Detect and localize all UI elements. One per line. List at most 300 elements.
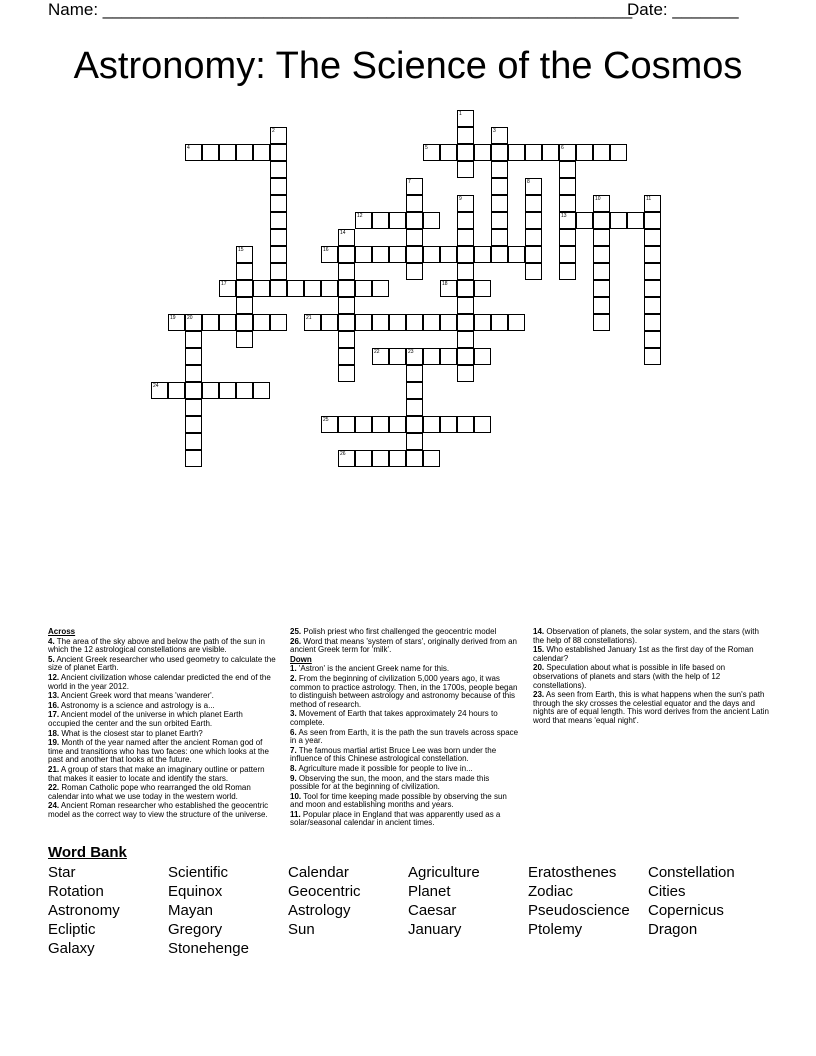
- crossword-cell[interactable]: [644, 280, 661, 297]
- crossword-cell[interactable]: [202, 314, 219, 331]
- crossword-cell[interactable]: [185, 144, 202, 161]
- crossword-cell[interactable]: [457, 297, 474, 314]
- cell-number: 26: [340, 451, 346, 457]
- clue-item: [48, 692, 276, 701]
- cell-number: 14: [340, 230, 346, 236]
- crossword-cell[interactable]: [610, 144, 627, 161]
- crossword-cell[interactable]: [219, 280, 236, 297]
- crossword-cell[interactable]: [372, 246, 389, 263]
- crossword-cell[interactable]: [185, 433, 202, 450]
- word-bank-item: Pseudoscience: [528, 902, 630, 919]
- crossword-cell[interactable]: [355, 280, 372, 297]
- clue-number: 11.: [290, 809, 301, 819]
- crossword-cell[interactable]: [287, 280, 304, 297]
- crossword-cell[interactable]: [202, 144, 219, 161]
- clue-item: [290, 729, 520, 746]
- clue-number: 24.: [48, 801, 60, 811]
- crossword-cell[interactable]: [372, 450, 389, 467]
- crossword-cell[interactable]: [423, 246, 440, 263]
- crossword-cell[interactable]: [491, 229, 508, 246]
- crossword-cell[interactable]: [474, 246, 491, 263]
- clue-text: Speculation about what is possible in life based on observations of planets and stars (with the help of 12 constellations).: [533, 663, 726, 690]
- word-bank-item: Star: [48, 864, 76, 881]
- crossword-cell[interactable]: [644, 212, 661, 229]
- cell-number: 4: [187, 145, 190, 151]
- clue-number: 26.: [290, 636, 302, 646]
- clue-text: Month of the year named after the ancient Roman god of time and transitions who has two faces: one which looks at the past and another that looks at the future.: [48, 738, 270, 765]
- word-bank-item: Equinox: [168, 883, 223, 900]
- clue-number: 8.: [290, 763, 297, 773]
- crossword-cell[interactable]: [474, 280, 491, 297]
- word-bank: [48, 863, 788, 958]
- crossword-cell[interactable]: [627, 212, 644, 229]
- crossword-cell[interactable]: [389, 348, 406, 365]
- crossword-cell[interactable]: [440, 144, 457, 161]
- clue-number: 17.: [48, 710, 60, 720]
- crossword-cell[interactable]: [474, 416, 491, 433]
- crossword-cell[interactable]: [270, 263, 287, 280]
- clue-text: Movement of Earth that takes approximately 24 hours to complete.: [290, 709, 498, 727]
- crossword-cell[interactable]: [406, 416, 423, 433]
- crossword-cell[interactable]: [440, 280, 457, 297]
- clue-number: 12.: [48, 672, 60, 682]
- crossword-cell[interactable]: [406, 399, 423, 416]
- cell-number: 15: [238, 247, 244, 253]
- crossword-cell[interactable]: [372, 212, 389, 229]
- clue-text: From the beginning of civilization 5,000 years ago, it was common to practice astrology. Then, in the 1700s, people began to distinguish between astrology and astronomy because of this method of research.: [290, 673, 518, 709]
- crossword-cell[interactable]: [644, 348, 661, 365]
- clue-number: 3.: [290, 709, 297, 719]
- crossword-cell[interactable]: [219, 382, 236, 399]
- cell-number: 18: [442, 281, 448, 287]
- crossword-cell[interactable]: [270, 144, 287, 161]
- word-bank-item: Cities: [648, 883, 686, 900]
- clue-text: What is the closest star to planet Earth?: [59, 728, 203, 738]
- clue-item: [533, 664, 769, 690]
- crossword-cell[interactable]: [338, 280, 355, 297]
- crossword-cell[interactable]: [593, 212, 610, 229]
- crossword-cell[interactable]: [644, 195, 661, 212]
- clue-text: Ancient model of the universe in which planet Earth occupied the center and the sun orbited Earth.: [48, 710, 243, 728]
- crossword-cell[interactable]: [559, 195, 576, 212]
- crossword-cell[interactable]: [525, 178, 542, 195]
- clue-item: [290, 638, 520, 655]
- word-bank-item: Astrology: [288, 902, 351, 919]
- crossword-cell[interactable]: [406, 246, 423, 263]
- crossword-cell[interactable]: [389, 246, 406, 263]
- page-title: Astronomy: The Science of the Cosmos: [73, 45, 743, 87]
- crossword-cell[interactable]: [457, 195, 474, 212]
- word-bank-item: Stonehenge: [168, 940, 249, 957]
- cell-number: 19: [170, 315, 176, 321]
- crossword-cell[interactable]: [355, 314, 372, 331]
- clue-number: 20.: [533, 663, 545, 673]
- cell-number: 21: [306, 315, 312, 321]
- crossword-cell[interactable]: [644, 314, 661, 331]
- crossword-cell[interactable]: [185, 382, 202, 399]
- clue-item: [48, 784, 276, 801]
- crossword-cell[interactable]: [355, 212, 372, 229]
- crossword-cell[interactable]: [185, 365, 202, 382]
- crossword-cell[interactable]: [525, 246, 542, 263]
- clue-text: The famous martial artist Bruce Lee was born under the influence of this Chinese astrological constellation.: [290, 745, 497, 764]
- crossword-cell[interactable]: [559, 144, 576, 161]
- clue-number: 5.: [48, 654, 55, 664]
- crossword-cell[interactable]: [236, 331, 253, 348]
- crossword-cell[interactable]: [389, 416, 406, 433]
- word-bank-item: Agriculture: [408, 864, 480, 881]
- word-bank-item: Sun: [288, 921, 315, 938]
- clues-column-3: [533, 628, 769, 727]
- clue-number: 14.: [533, 627, 545, 636]
- clue-text: Roman Catholic pope who rearranged the old Roman calendar into what we use today in the western world.: [48, 783, 251, 801]
- word-bank-item: Rotation: [48, 883, 104, 900]
- crossword-cell[interactable]: [338, 263, 355, 280]
- clue-number: 19.: [48, 738, 60, 748]
- crossword-cell[interactable]: [355, 246, 372, 263]
- crossword-grid: [0, 0, 816, 480]
- word-bank-item: Galaxy: [48, 940, 95, 957]
- clue-item: [290, 675, 520, 709]
- crossword-cell[interactable]: [338, 365, 355, 382]
- crossword-cell[interactable]: [491, 178, 508, 195]
- clue-number: 15.: [533, 645, 545, 655]
- crossword-cell[interactable]: [219, 314, 236, 331]
- cell-number: 6: [561, 145, 564, 151]
- crossword-cell[interactable]: [457, 144, 474, 161]
- cell-number: 11: [646, 196, 652, 202]
- cell-number: 9: [459, 196, 462, 202]
- across-clues-list-cont: [290, 628, 520, 655]
- crossword-cell[interactable]: [270, 314, 287, 331]
- clue-number: 13.: [48, 691, 60, 701]
- crossword-cell[interactable]: [508, 314, 525, 331]
- clue-text: The area of the sky above and below the path of the sun in which the 12 astrological constellations are visible.: [48, 636, 265, 655]
- clue-text: Observation of planets, the solar system, and the stars (with the help of 88 constellations).: [533, 627, 759, 645]
- clue-text: Ancient Greek researcher who used geometry to calculate the size of planet Earth.: [48, 654, 276, 673]
- crossword-cell[interactable]: [338, 450, 355, 467]
- word-bank-item: Scientific: [168, 864, 229, 881]
- crossword-cell[interactable]: [457, 280, 474, 297]
- clue-item: [48, 766, 276, 783]
- clue-text: Polish priest who first challenged the geocentric model: [301, 627, 497, 636]
- crossword-cell[interactable]: [593, 280, 610, 297]
- crossword-cell[interactable]: [644, 297, 661, 314]
- crossword-cell[interactable]: [559, 161, 576, 178]
- crossword-cell[interactable]: [440, 348, 457, 365]
- cell-number: 12: [357, 213, 363, 219]
- crossword-cell[interactable]: [644, 246, 661, 263]
- crossword-cell[interactable]: [542, 144, 559, 161]
- crossword-cell[interactable]: [321, 246, 338, 263]
- crossword-cell[interactable]: [389, 450, 406, 467]
- crossword-cell[interactable]: [440, 416, 457, 433]
- crossword-cell[interactable]: [644, 331, 661, 348]
- crossword-cell[interactable]: [406, 382, 423, 399]
- clue-item: [48, 656, 276, 673]
- word-bank-item: Calendar: [288, 864, 349, 881]
- crossword-cell[interactable]: [576, 212, 593, 229]
- crossword-cell[interactable]: [559, 246, 576, 263]
- word-bank-item: Zodiac: [528, 883, 574, 900]
- clue-text: Observing the sun, the moon, and the stars made this possible for at the beginning of civilization.: [290, 773, 490, 792]
- cell-number: 23: [408, 349, 414, 355]
- crossword-cell[interactable]: [202, 382, 219, 399]
- crossword-cell[interactable]: [338, 314, 355, 331]
- clue-item: [290, 775, 520, 792]
- crossword-cell[interactable]: [406, 212, 423, 229]
- crossword-cell[interactable]: [338, 246, 355, 263]
- across-heading: Across: [48, 627, 76, 636]
- crossword-cell[interactable]: [185, 399, 202, 416]
- cell-number: 8: [527, 179, 530, 185]
- crossword-cell[interactable]: [457, 246, 474, 263]
- down-heading: Down: [290, 654, 312, 664]
- crossword-cell[interactable]: [593, 314, 610, 331]
- clue-number: 23.: [533, 690, 545, 700]
- crossword-cell[interactable]: [406, 178, 423, 195]
- crossword-cell[interactable]: [644, 229, 661, 246]
- crossword-cell[interactable]: [559, 229, 576, 246]
- crossword-cell[interactable]: [508, 246, 525, 263]
- clue-item: [290, 665, 520, 674]
- crossword-cell[interactable]: [304, 314, 321, 331]
- crossword-cell[interactable]: [457, 365, 474, 382]
- crossword-cell[interactable]: [406, 263, 423, 280]
- crossword-cell[interactable]: [457, 331, 474, 348]
- crossword-cell[interactable]: [372, 416, 389, 433]
- word-bank-item: Geocentric: [288, 883, 361, 900]
- crossword-cell[interactable]: [372, 348, 389, 365]
- crossword-cell[interactable]: [406, 195, 423, 212]
- crossword-cell[interactable]: [491, 195, 508, 212]
- crossword-cell[interactable]: [321, 416, 338, 433]
- crossword-cell[interactable]: [185, 348, 202, 365]
- crossword-cell[interactable]: [236, 280, 253, 297]
- clue-item: [48, 711, 276, 728]
- crossword-cell[interactable]: [525, 195, 542, 212]
- word-bank-item: Ecliptic: [48, 921, 96, 938]
- clue-item: [290, 811, 520, 828]
- crossword-cell[interactable]: [151, 382, 168, 399]
- clue-number: 7.: [290, 745, 297, 755]
- crossword-cell[interactable]: [610, 212, 627, 229]
- crossword-cell[interactable]: [559, 212, 576, 229]
- crossword-cell[interactable]: [185, 331, 202, 348]
- crossword-cell[interactable]: [525, 144, 542, 161]
- word-bank-item: Astronomy: [48, 902, 120, 919]
- clues-column-1: [48, 628, 276, 820]
- crossword-cell[interactable]: [457, 110, 474, 127]
- crossword-cell[interactable]: [372, 314, 389, 331]
- crossword-cell[interactable]: [270, 161, 287, 178]
- crossword-cell[interactable]: [457, 348, 474, 365]
- clue-text: Astronomy is a science and astrology is a...: [59, 700, 215, 710]
- crossword-cell[interactable]: [457, 161, 474, 178]
- crossword-cell[interactable]: [338, 348, 355, 365]
- clue-text: Ancient Greek word that means 'wanderer'.: [59, 691, 214, 701]
- crossword-cell[interactable]: [593, 263, 610, 280]
- crossword-cell[interactable]: [236, 382, 253, 399]
- crossword-cell[interactable]: [593, 195, 610, 212]
- cell-number: 7: [408, 179, 411, 185]
- crossword-cell[interactable]: [457, 229, 474, 246]
- clue-text: Word that means 'system of stars', originally derived from an ancient Greek term for 'milk'.: [290, 636, 518, 655]
- clue-number: 25.: [290, 627, 302, 636]
- crossword-cell[interactable]: [253, 144, 270, 161]
- crossword-cell[interactable]: [406, 314, 423, 331]
- crossword-cell[interactable]: [593, 229, 610, 246]
- crossword-cell[interactable]: [406, 365, 423, 382]
- across-clues-list: [48, 638, 276, 820]
- clue-item: [48, 638, 276, 655]
- clue-number: 16.: [48, 700, 60, 710]
- crossword-cell[interactable]: [321, 280, 338, 297]
- crossword-cell[interactable]: [423, 450, 440, 467]
- crossword-cell[interactable]: [168, 314, 185, 331]
- crossword-cell[interactable]: [508, 144, 525, 161]
- crossword-cell[interactable]: [389, 212, 406, 229]
- word-bank-item: Planet: [408, 883, 451, 900]
- crossword-cell[interactable]: [253, 382, 270, 399]
- crossword-cell[interactable]: [236, 144, 253, 161]
- crossword-cell[interactable]: [491, 314, 508, 331]
- clue-text: Tool for time keeping made possible by observing the sun and moon and establishing months and years.: [290, 791, 507, 810]
- crossword-cell[interactable]: [593, 246, 610, 263]
- clue-item: [533, 646, 769, 663]
- cell-number: 22: [374, 349, 380, 355]
- word-bank-item: Constellation: [648, 864, 735, 881]
- crossword-cell[interactable]: [457, 127, 474, 144]
- cell-number: 10: [595, 196, 601, 202]
- crossword-cell[interactable]: [355, 416, 372, 433]
- crossword-cell[interactable]: [270, 195, 287, 212]
- crossword-cell[interactable]: [270, 127, 287, 144]
- crossword-cell[interactable]: [525, 229, 542, 246]
- cell-number: 1: [459, 111, 462, 117]
- crossword-cell[interactable]: [338, 229, 355, 246]
- cell-number: 20: [187, 315, 193, 321]
- crossword-cell[interactable]: [185, 416, 202, 433]
- clue-text: Ancient civilization whose calendar predicted the end of the world in the year 2012.: [48, 672, 271, 691]
- crossword-cell[interactable]: [406, 348, 423, 365]
- crossword-cell[interactable]: [491, 161, 508, 178]
- crossword-cell[interactable]: [270, 229, 287, 246]
- crossword-cell[interactable]: [457, 212, 474, 229]
- crossword-cell[interactable]: [457, 263, 474, 280]
- crossword-cell[interactable]: [406, 450, 423, 467]
- crossword-cell[interactable]: [304, 280, 321, 297]
- crossword-cell[interactable]: [559, 263, 576, 280]
- crossword-cell[interactable]: [270, 178, 287, 195]
- cell-number: 16: [323, 247, 329, 253]
- word-bank-item: Eratosthenes: [528, 864, 617, 881]
- clue-text: 'Astron' is the ancient Greek name for this.: [296, 664, 450, 674]
- clue-item: [48, 802, 276, 819]
- crossword-cell[interactable]: [185, 450, 202, 467]
- crossword-cell[interactable]: [423, 212, 440, 229]
- clue-item: [290, 793, 520, 810]
- crossword-cell[interactable]: [644, 263, 661, 280]
- crossword-cell[interactable]: [593, 144, 610, 161]
- crossword-cell[interactable]: [236, 263, 253, 280]
- crossword-cell[interactable]: [457, 416, 474, 433]
- crossword-cell[interactable]: [270, 212, 287, 229]
- crossword-cell[interactable]: [576, 144, 593, 161]
- crossword-cell[interactable]: [219, 144, 236, 161]
- crossword-cell[interactable]: [406, 433, 423, 450]
- clue-item: [533, 628, 769, 645]
- word-bank-item: Mayan: [168, 902, 214, 919]
- crossword-cell[interactable]: [236, 297, 253, 314]
- crossword-cell[interactable]: [525, 212, 542, 229]
- crossword-cell[interactable]: [321, 314, 338, 331]
- clue-text: Who established January 1st as the first day of the Roman calendar?: [533, 645, 754, 663]
- word-bank-title: Word Bank: [48, 844, 127, 861]
- crossword-cell[interactable]: [236, 246, 253, 263]
- crossword-cell[interactable]: [338, 331, 355, 348]
- clue-number: 9.: [290, 773, 297, 783]
- clue-number: 21.: [48, 764, 60, 774]
- crossword-cell[interactable]: [389, 314, 406, 331]
- crossword-cell[interactable]: [474, 348, 491, 365]
- crossword-cell[interactable]: [355, 450, 372, 467]
- crossword-cell[interactable]: [474, 144, 491, 161]
- crossword-cell[interactable]: [457, 314, 474, 331]
- crossword-cell[interactable]: [270, 280, 287, 297]
- crossword-cell[interactable]: [423, 348, 440, 365]
- clue-text: As seen from Earth, it is the path the sun travels across space in a year.: [290, 727, 519, 746]
- crossword-cell[interactable]: [168, 382, 185, 399]
- clue-number: 18.: [48, 728, 60, 738]
- crossword-cell[interactable]: [406, 229, 423, 246]
- clue-number: 4.: [48, 636, 55, 646]
- crossword-cell[interactable]: [423, 144, 440, 161]
- crossword-cell[interactable]: [338, 297, 355, 314]
- crossword-cell[interactable]: [253, 314, 270, 331]
- crossword-cell[interactable]: [491, 144, 508, 161]
- crossword-cell[interactable]: [338, 416, 355, 433]
- crossword-cell[interactable]: [440, 314, 457, 331]
- crossword-cell[interactable]: [474, 314, 491, 331]
- crossword-cell[interactable]: [491, 212, 508, 229]
- clue-item: [290, 747, 520, 764]
- crossword-cell[interactable]: [236, 314, 253, 331]
- clue-item: [48, 674, 276, 691]
- crossword-cell[interactable]: [270, 246, 287, 263]
- crossword-cell[interactable]: [491, 246, 508, 263]
- crossword-cell[interactable]: [440, 246, 457, 263]
- crossword-cell[interactable]: [423, 314, 440, 331]
- clue-number: 6.: [290, 727, 297, 737]
- clue-text: As seen from Earth, this is what happens when the sun's path through the sky crosses the celestial equator and the days and nights are of equal length. This word derives from the ancient Latin word that means 'equal night'.: [533, 690, 769, 725]
- crossword-cell[interactable]: [185, 314, 202, 331]
- crossword-cell[interactable]: [593, 297, 610, 314]
- crossword-cell[interactable]: [253, 280, 270, 297]
- clue-item: [533, 691, 769, 725]
- clue-item: [290, 765, 520, 774]
- cell-number: 5: [425, 145, 428, 151]
- clue-number: 1.: [290, 664, 297, 674]
- cell-number: 3: [493, 128, 496, 134]
- crossword-cell[interactable]: [559, 178, 576, 195]
- clue-number: 10.: [290, 791, 302, 801]
- crossword-cell[interactable]: [423, 416, 440, 433]
- crossword-cell[interactable]: [491, 127, 508, 144]
- clue-text: Popular place in England that was apparently used as a solar/seasonal calendar in ancient times.: [290, 809, 501, 828]
- crossword-cell[interactable]: [372, 280, 389, 297]
- crossword-cell[interactable]: [525, 263, 542, 280]
